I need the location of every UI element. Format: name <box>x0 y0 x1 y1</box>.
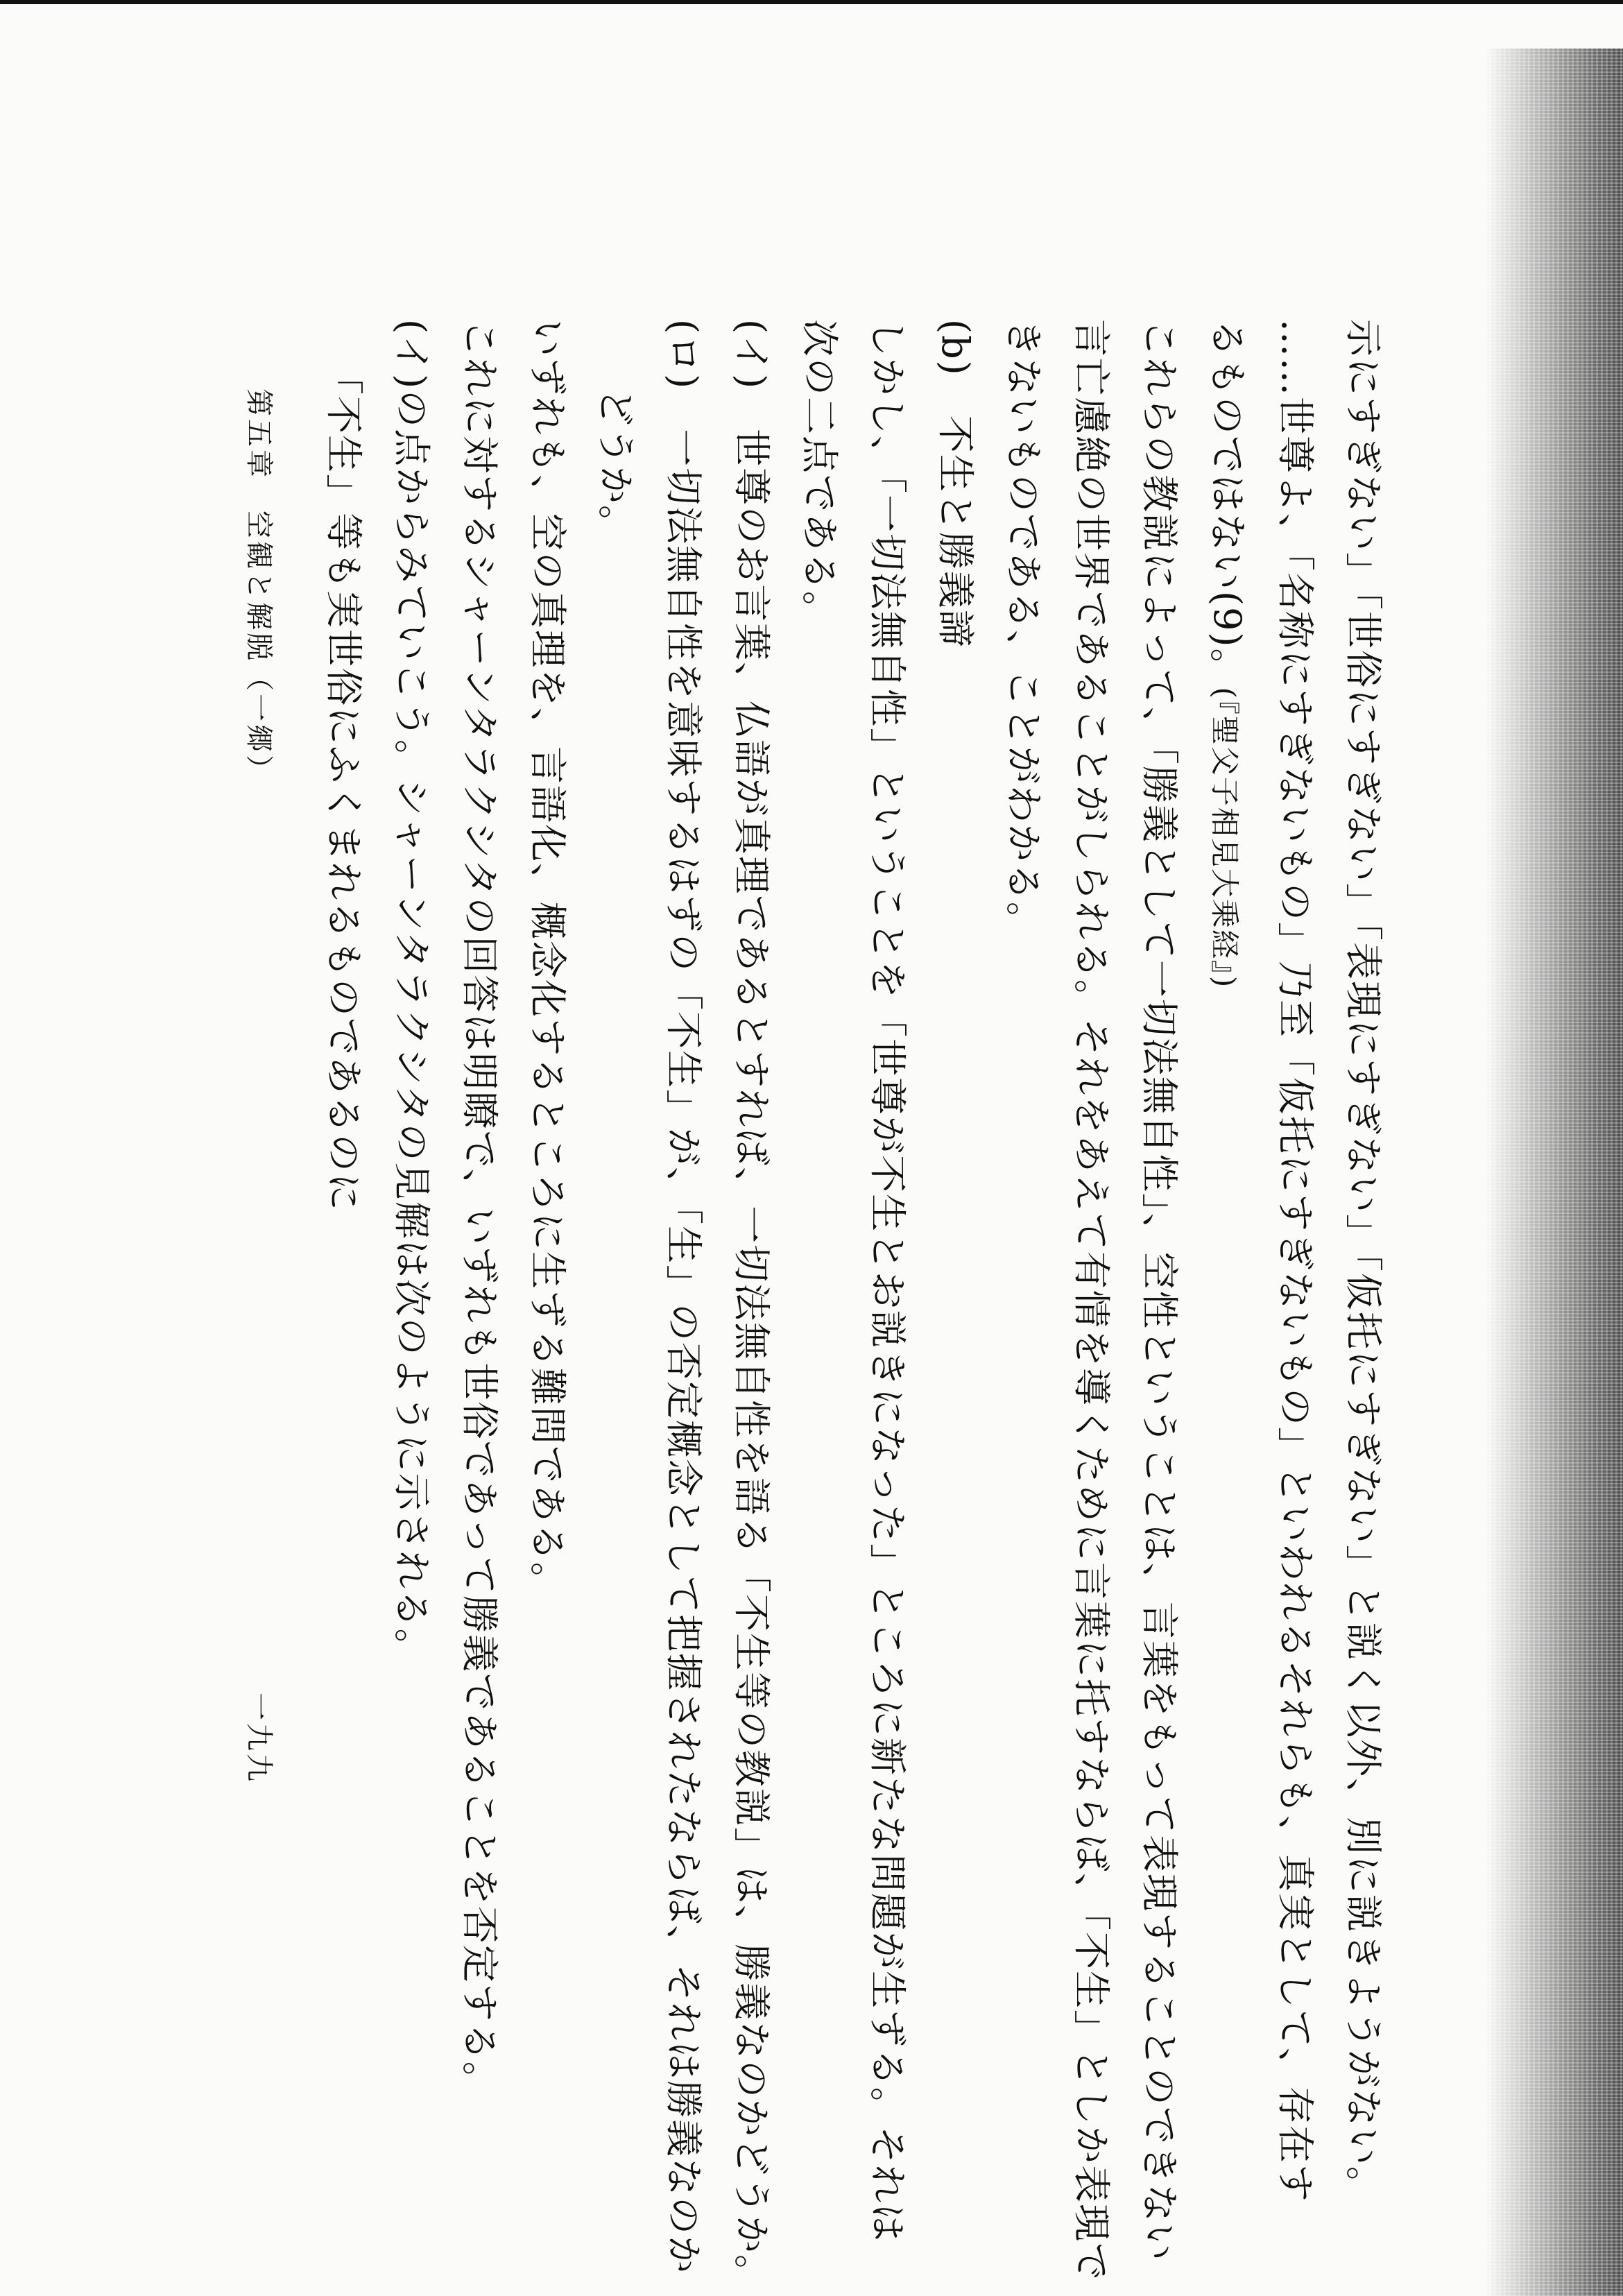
scan-binding-noise <box>1484 49 1623 2296</box>
quote-line: 「不生」等も実世俗にふくまれるものであるのに <box>322 357 366 1212</box>
body-line: ……世尊よ、「名称にすぎないもの」乃至「仮托にすぎないもの」といわれるそれらも、真実として、存在す <box>1273 319 1317 2203</box>
list-item-continuation: どうか。 <box>594 388 637 544</box>
rotated-text-area <box>291 319 1387 2294</box>
body-line: これに対するシャーンタラクシタの回答は明瞭で、いずれも世俗であって勝義であることを否定する。 <box>458 319 501 2100</box>
footer-area <box>232 388 288 2164</box>
body-line: 言亡慮絶の世界であることがしられる。それをあえて有情を導くために言葉に托すならば、「不生」としか表現で <box>1070 319 1113 2281</box>
list-item: (ロ) 一切法無自性を意味するはずの「不生」が、「生」の否定概念として把握されたならば、それは勝義なのか <box>662 319 705 2275</box>
list-item: (イ) 世尊のお言葉、仏語が真理であるとすれば、一切法無自性を語る「不生等の教説」は、勝義なのかどうか。 <box>730 319 773 2294</box>
body-line: しかし、「一切法無自性」ということを「世尊が不生とお説きになった」ところに新たな問題が生ずる。それは <box>866 319 909 2243</box>
body-line-with-note <box>1203 319 1251 988</box>
body-line: きないものである、ことがわかる。 <box>1002 319 1045 941</box>
section-heading: (b) 不生と勝義諦 <box>934 319 977 649</box>
body-line: 次の二点である。 <box>798 319 841 630</box>
source-note: (『聖父子相見大乗経』) <box>1208 687 1242 989</box>
body-line: 示にすぎない」「世俗にすぎない」「表現にすぎない」「仮托にすぎない」と説く以外、別に説きようがない。 <box>1341 319 1385 2205</box>
body-line: (イ)の点からみていこう。シャーンタラクシタの見解は次のように示される。 <box>390 319 433 1668</box>
running-footer-chapter: 第五章 空観と解脱（一郷） <box>243 388 275 785</box>
body-line: これらの教説によって、「勝義として一切法無自性」、空性ということは、言葉をもって表現することのできない <box>1137 319 1181 2262</box>
vertical-text-block <box>291 319 1387 2294</box>
body-line: いずれも、空の真理を、言語化、概念化するところに生ずる難問である。 <box>526 319 569 1601</box>
body-line-text: るものではない(9)。 <box>1205 319 1249 687</box>
scan-top-edge <box>0 0 1623 4</box>
page-number: 一九九 <box>243 1693 275 1784</box>
footer-rotated <box>232 388 288 2164</box>
